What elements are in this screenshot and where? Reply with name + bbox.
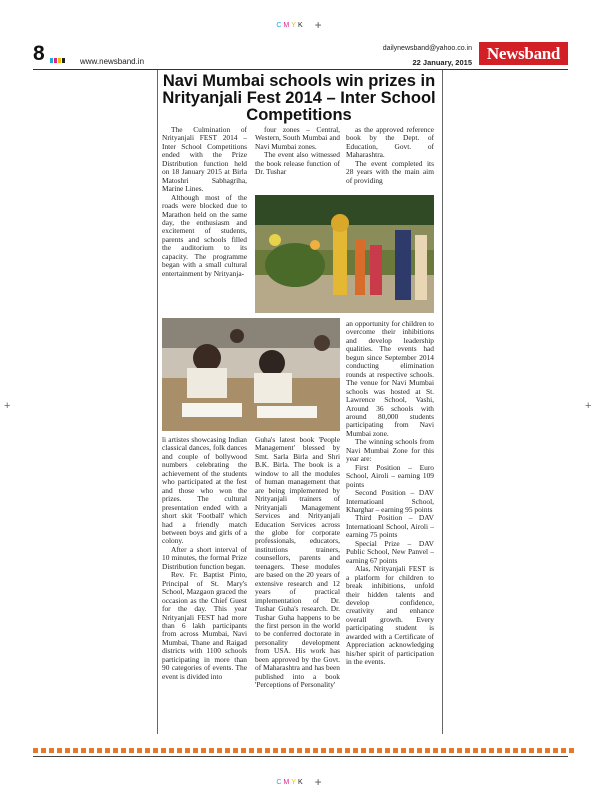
paragraph: Guha's latest book 'People Management' blessed by Smt. Sarla Birla and Shri B.K. Birla. The book is a window to all the modules of human management that are being implemented by Nrityanjali trainers of Nrityanjali Management Services and Nrityanjali Education Services across the globe for corporate professionals, educators, institutions trainers, counsellors, parents and teenagers. These modules are based on the 20 years of extensive research and 12 years of practical implementation of Dr. Tushar Guha's research. Dr. Tushar Guha happens to be the first person in the world to be conferred doctorate in personality development from USA. His work has been approved by the Govt. of Maharashtra and has been published into a book 'Perceptions of Personality' [255,435,340,690]
color-bars-icon [50,58,65,63]
crop-mark-right: + [585,400,592,412]
page-number: 8 [33,42,45,65]
left-column-rule [157,70,158,734]
cmyk-registration-bottom: CMYK + [276,775,324,789]
website-url[interactable]: www.newsband.in [80,57,145,66]
right-column-rule [442,70,443,734]
paragraph: The event completed its 28 years with the main aim of providing [346,158,434,185]
paragraph: li artistes showcasing Indian classical dances, folk dances and couple of bollywood numbers celebrating the achievement of the students who participated at the fest and those who won the prizes. The cultural presentation ended with a short skit 'Football' which had a friendly match between boys and girls of a colony. [162,435,247,546]
winner-second: Second Position – DAV Internatioanl School, Kharghar – earning 95 points [346,488,434,514]
paragraph: four zones – Central, Western, South Mumbai and Navi Mumbai zones. [255,125,340,151]
paragraph: The winning schools from Navi Mumbai Zone for this year are: [346,437,434,464]
cmyk-registration-top: CMYK + [276,18,324,32]
newsband-logo: Newsband [479,42,568,65]
paragraph: The Culmination of Nrityanjali FEST 2014 – Inter School Competitions ended with the Prize Distribution function held on 18 January 2015 at Birla Matoshri Sabhagriha, Marine Lines. [162,125,247,194]
paragraph: The event also witnessed the book release function of Dr. Tushar [255,150,340,177]
contact-email[interactable]: dailynewsband@yahoo.co.in [382,45,472,52]
issue-date: 22 January, 2015 [412,58,472,67]
article-column-3-top [346,126,434,185]
paragraph: as the approved reference book by the Dept. of Education, Govt. of Maharashtra. [346,125,434,160]
headline: Navi Mumbai schools win prizes in Nrityanjali Fest 2014 – Inter School Competitions [162,72,436,124]
header-divider [33,69,568,70]
photo-festival-performers [255,195,434,313]
article-column-2-top [255,126,340,177]
article-column-1-bottom [162,436,247,681]
paragraph: Although most of the roads were blocked due to Marathon held on the same day, the enthusiasm and excitement of students, parents and schools filled the auditorium to its capacity. The programme began with a small cultural entertainment by Nrityanja- [162,192,247,278]
footer-dots [33,748,574,753]
article-column-3-middle [346,320,434,667]
paragraph: Rev. Fr. Baptist Pinto, Principal of St. Mary's School, Mazgaon graced the occasion as the Chief Guest for the day. This year Nrityanjali FEST had more than 6 lakh participants from across Mumbai, Navi Mumbai, Thane and Raigad districts with 1100 schools participating in more than 90 categories of events. The event is divided into [162,570,247,681]
winner-first: First Position – Euro School, Airoli – earning 109 points [346,462,434,489]
winner-third: Third Position – DAV Internatioanl School, Airoli – earning 75 points [346,513,434,540]
footer-divider [33,756,568,757]
winner-special: Special Prize – DAV Public School, New Panvel – earning 67 points [346,538,434,565]
article-column-1-top [162,126,247,278]
photo-students-competition [162,318,340,431]
article-column-2-bottom [255,436,340,690]
paragraph: an opportunity for children to overcome their inhibitions and develop leadership qualities. The events had begun since September 2014 conducting elimination rounds at respective schools. The venue for Navi Mumbai schools was hosted at St. Lawrence School, Vashi, Around 36 schools with around 80,000 students participating from Navi Mumbai zone. [346,319,434,438]
paragraph: Alas, Nrityanjali FEST is a platform for children to break inhibitions, unfold their hidden talents and develop confidence, creativity and enhance overall growth. Every participating student is awarded with a Certificate of Appreciation acknowledging his/her spirit of participation in the events. [346,564,434,667]
crop-mark-left: + [4,400,11,412]
paragraph: After a short interval of 10 minutes, the formal Prize Distribution function began. [162,544,247,571]
